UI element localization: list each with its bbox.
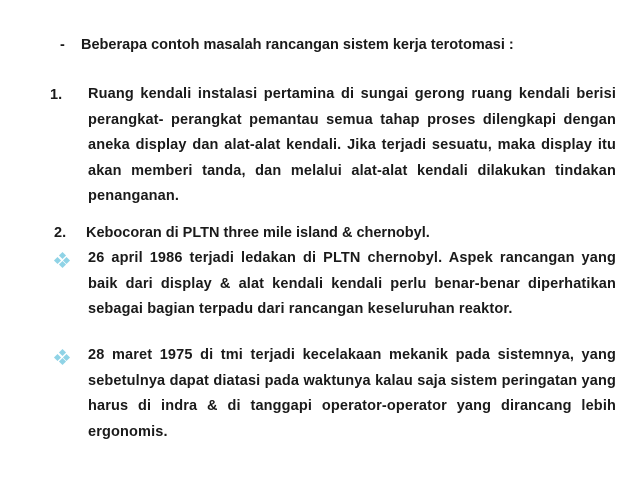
item1-number: 1.: [50, 87, 63, 103]
intro-text: Beberapa contoh masalah rancangan sistem kerja terotomasi :: [81, 37, 514, 53]
bullet-paragraph-tmi: 28 maret 1975 di tmi terjadi kecelakaan mekanik pada sistemnya, yang sebetulnya dapat diatasi pada waktunya kalau saja sistem peringatan yang harus di indra & di tanggapi operator-operator yang dirancang lebih ergonomis.: [88, 347, 616, 440]
item2-heading: Kebocoran di PLTN three mile island & chernobyl.: [86, 225, 430, 241]
diamond-bullet-icon: [55, 350, 69, 364]
item1-paragraph: Ruang kendali instalasi pertamina di sungai gerong ruang kendali berisi perangkat- perangkat pemantau semua tahap proses dilengkapi dengan aneka display dan alat-alat kendali. Jika terjadi sesuatu, maka display itu akan memberi tanda, dan melalui alat-alat kendali dilakukan tindakan penanganan.: [88, 86, 616, 204]
diamond-bullet-icon: [55, 253, 69, 267]
item2-number: 2.: [54, 225, 67, 241]
intro-marker: -: [60, 37, 65, 53]
bullet-paragraph-chernobyl: 26 april 1986 terjadi ledakan di PLTN chernobyl. Aspek rancangan yang baik dari display & alat kendali kendali perlu benar-benar diperhatikan sebagai bagian terpadu dari rancangan keseluruhan reaktor.: [88, 250, 616, 317]
